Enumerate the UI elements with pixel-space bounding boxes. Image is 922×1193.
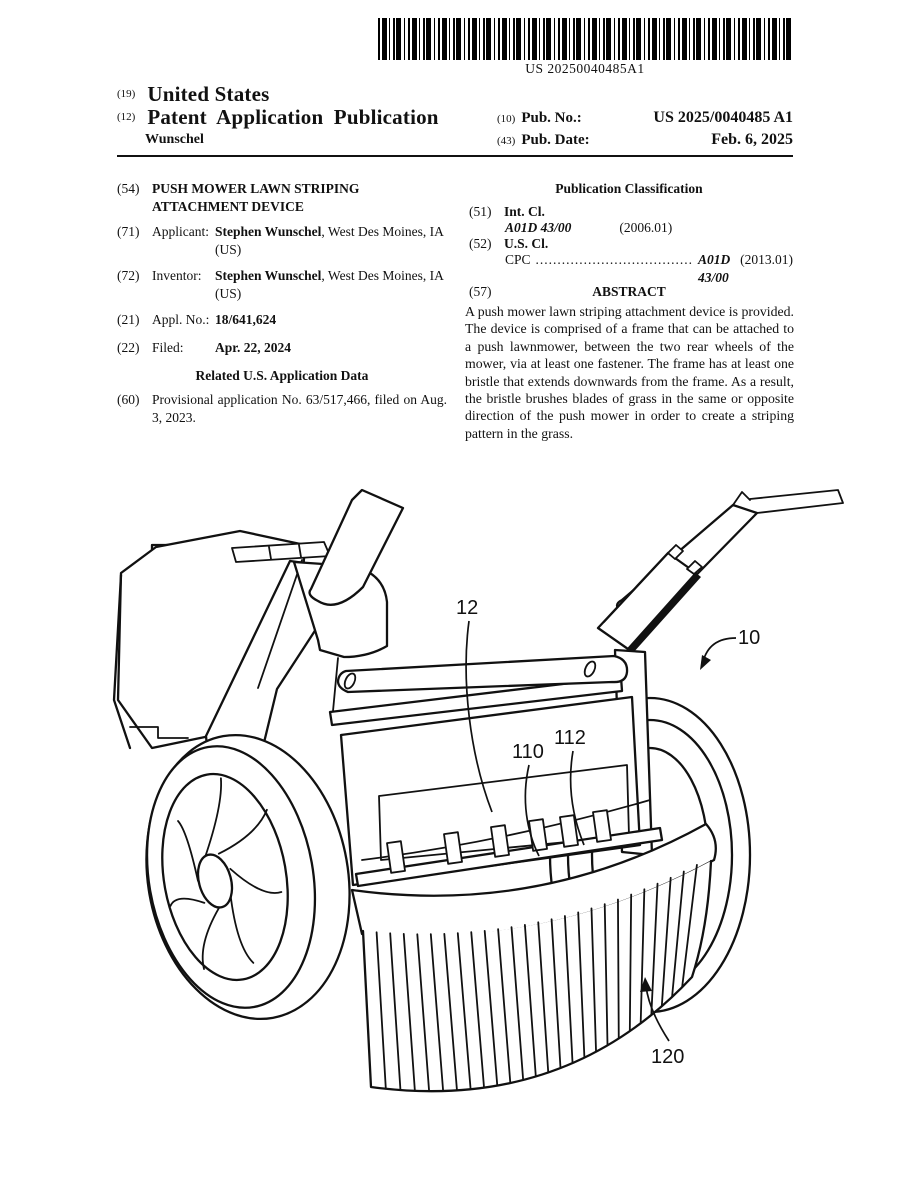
abstract-text: A push mower lawn striping attachment device is provided. The device is comprised of a frame that can be attached to a push lawnmower, between the two rear wheels of the mower, via at least one fastener. The frame has at least one bristle that extends downwards from the frame. As a result, the bristle brushes blades of grass in the same or opposite direction of the push mower in order to create a striping pattern in the grass. — [465, 304, 794, 441]
filed-label: Filed: — [152, 340, 184, 355]
field-code-22: (22) — [117, 340, 140, 355]
arrowhead-10 — [700, 655, 711, 670]
cpc-label: CPC — [505, 252, 531, 267]
ref-label-10: 10 — [738, 627, 761, 649]
inventor-address: , West Des Moines, IA (US) — [215, 268, 444, 301]
uscl-label: U.S. Cl. — [504, 236, 549, 251]
left-wheel — [125, 719, 372, 1035]
pub-date-value: Feb. 6, 2025 — [711, 131, 793, 148]
filed-value: Apr. 22, 2024 — [215, 340, 292, 355]
invention-title: PUSH MOWER LAWN STRIPING ATTACHMENT DEVICE — [152, 181, 360, 214]
field-code-43: (43) — [497, 135, 516, 147]
applicant-label: Applicant: — [152, 224, 209, 239]
barcode-text: US 20250040485A1 — [525, 61, 645, 76]
field-code-52: (52) — [469, 236, 492, 251]
field-code-71: (71) — [117, 224, 140, 239]
ref-label-112: 112 — [554, 727, 586, 749]
provisional-text: Provisional application No. 63/517,466, filed on Aug. 3, 2023. — [152, 392, 447, 425]
field-code-19: (19) — [117, 88, 136, 100]
appl-no-value: 18/641,624 — [215, 312, 277, 327]
publication-type: Patent Application Publication — [147, 105, 439, 129]
country-title: United States — [147, 82, 270, 106]
abstract-header: ABSTRACT — [592, 284, 666, 299]
cpc-year: (2013.01) — [740, 252, 793, 267]
field-code-54: (54) — [117, 181, 140, 196]
field-code-10: (10) — [497, 113, 516, 125]
bristle-line — [618, 899, 619, 1038]
pub-no-value: US 2025/0040485 A1 — [653, 109, 793, 126]
intcl-year: (2006.01) — [619, 220, 673, 235]
field-code-60: (60) — [117, 392, 140, 407]
classification-header: Publication Classification — [555, 181, 703, 196]
intcl-label: Int. Cl. — [504, 204, 545, 219]
field-code-21: (21) — [117, 312, 140, 327]
field-code-57: (57) — [469, 284, 492, 299]
cpc-dot-leaders: .................................... — [535, 252, 694, 267]
ref-label-120: 120 — [651, 1046, 685, 1068]
pub-date-label: Pub. Date: — [521, 132, 590, 148]
applicant-name: Stephen Wunschel — [215, 224, 322, 239]
appl-no-label: Appl. No.: — [152, 312, 210, 327]
pub-no-label: Pub. No.: — [521, 110, 582, 126]
right-handle — [598, 490, 843, 653]
inventor-name: Stephen Wunschel — [215, 268, 322, 283]
cpc-code: A01D 43/00 — [698, 252, 731, 285]
intcl-code: A01D 43/00 — [505, 220, 572, 235]
inventor-label: Inventor: — [152, 268, 202, 283]
ref-label-110: 110 — [512, 741, 544, 763]
field-code-12: (12) — [117, 111, 136, 123]
applicant-address: , West Des Moines, IA (US) — [215, 224, 444, 257]
inventor-surname: Wunschel — [145, 132, 204, 147]
field-code-72: (72) — [117, 268, 140, 283]
field-code-51: (51) — [469, 204, 492, 219]
ref-label-12: 12 — [456, 597, 479, 619]
related-data-header: Related U.S. Application Data — [195, 368, 369, 383]
